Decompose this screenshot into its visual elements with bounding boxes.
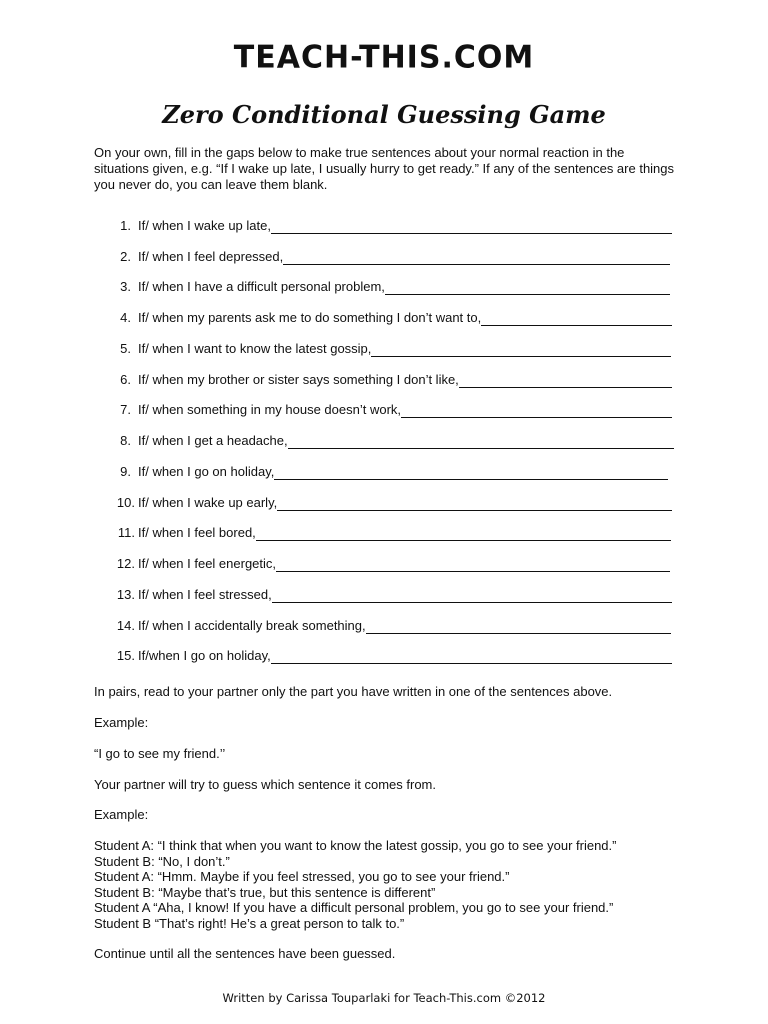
sentence-item bbox=[0, 420, 768, 451]
footer-credit: Written by Carissa Touparlaki for Teach-This.com ©2012 bbox=[222, 991, 546, 1005]
example-dialogue bbox=[94, 838, 616, 931]
answer-blank[interactable] bbox=[271, 218, 672, 234]
sentence-item bbox=[0, 451, 768, 482]
answer-blank[interactable] bbox=[272, 587, 672, 603]
sentence-item bbox=[0, 574, 768, 605]
sentence-prompt: If/ when I wake up late, bbox=[138, 217, 271, 233]
sentence-prompt: If/ when I want to know the latest gossip, bbox=[138, 340, 372, 356]
sentence-prompt: If/when I go on holiday, bbox=[138, 648, 271, 664]
sentence-number: 11. bbox=[117, 525, 135, 541]
sentence-item bbox=[0, 359, 768, 390]
answer-blank[interactable] bbox=[459, 372, 672, 388]
example-label: Example: bbox=[94, 715, 149, 730]
sentence-number: 14. bbox=[116, 617, 135, 633]
answer-blank[interactable] bbox=[271, 648, 672, 664]
sentence-number: 2. bbox=[120, 248, 131, 264]
sentence-number: 6. bbox=[120, 371, 131, 387]
sentence-item bbox=[0, 236, 768, 267]
sentence-prompt: If/ when I have a difficult personal problem, bbox=[138, 279, 385, 295]
answer-blank[interactable] bbox=[277, 495, 672, 511]
sentence-item bbox=[0, 513, 768, 544]
dialogue-line: Student B: “Maybe that’s true, but this sentence is different” bbox=[94, 884, 436, 900]
sentence-number: 13. bbox=[116, 586, 135, 602]
sentence-item bbox=[0, 605, 768, 636]
sentence-prompt: If/ when my parents ask me to do something I don’t want to, bbox=[138, 310, 482, 325]
sentence-number: 7. bbox=[120, 402, 131, 418]
answer-blank[interactable] bbox=[288, 433, 674, 449]
sentence-item bbox=[0, 267, 768, 298]
answer-blank[interactable] bbox=[274, 464, 668, 480]
sentence-prompt: If/ when I feel bored, bbox=[138, 525, 256, 541]
sentence-item bbox=[0, 543, 768, 574]
sentence-prompt: If/ when I feel stressed, bbox=[138, 586, 272, 602]
dialogue-line: Student A “Aha, I know! If you have a difficult personal problem, you go to see your friend.” bbox=[94, 900, 614, 915]
sentence-number: 3. bbox=[120, 279, 131, 295]
closing-instruction: Continue until all the sentences have been guessed. bbox=[94, 946, 396, 961]
sentence-number: 12. bbox=[116, 556, 135, 571]
site-title: TEACH-THIS.COM bbox=[233, 39, 535, 76]
answer-blank[interactable] bbox=[276, 556, 670, 572]
example-quote: “I go to see my friend.’’ bbox=[94, 746, 226, 761]
sentence-prompt: If/ when I wake up early, bbox=[138, 494, 278, 510]
sentence-item bbox=[0, 636, 768, 667]
sentence-list bbox=[0, 205, 768, 666]
guess-instruction: Your partner will try to guess which sentence it comes from. bbox=[94, 777, 436, 792]
sentence-number: 8. bbox=[120, 433, 131, 448]
answer-blank[interactable] bbox=[366, 618, 671, 634]
sentence-prompt: If/ when I get a headache, bbox=[138, 433, 288, 448]
dialogue-line: Student B: “No, I don’t.” bbox=[94, 853, 230, 869]
answer-blank[interactable] bbox=[283, 249, 670, 265]
sentence-item bbox=[0, 205, 768, 236]
sentence-item bbox=[0, 482, 768, 513]
sentence-number: 9. bbox=[120, 463, 131, 479]
sentence-number: 5. bbox=[120, 340, 131, 356]
sentence-item bbox=[0, 390, 768, 421]
sentence-number: 10. bbox=[116, 494, 135, 510]
dialogue-line: Student A: “I think that when you want to know the latest gossip, you go to see your friend.” bbox=[94, 838, 617, 853]
sentence-prompt: If/ when I accidentally break something, bbox=[138, 617, 366, 633]
sentence-number: 4. bbox=[120, 310, 131, 325]
answer-blank[interactable] bbox=[371, 341, 671, 357]
sentence-item bbox=[0, 297, 768, 328]
answer-blank[interactable] bbox=[256, 525, 671, 541]
sentence-prompt: If/ when I feel energetic, bbox=[138, 556, 277, 571]
sentence-prompt: If/ when something in my house doesn’t work, bbox=[138, 402, 402, 418]
answer-blank[interactable] bbox=[401, 402, 672, 418]
sentence-prompt: If/ when I feel depressed, bbox=[138, 248, 284, 264]
sentence-prompt: If/ when I go on holiday, bbox=[138, 463, 275, 479]
dialogue-line: Student A: “Hmm. Maybe if you feel stressed, you go to see your friend.” bbox=[94, 869, 510, 884]
dialogue-line: Student B “That’s right! He’s a great person to talk to.” bbox=[94, 915, 405, 931]
pairs-instruction: In pairs, read to your partner only the part you have written in one of the sentences above. bbox=[94, 684, 613, 699]
sentence-item bbox=[0, 328, 768, 359]
answer-blank[interactable] bbox=[385, 279, 670, 295]
answer-blank[interactable] bbox=[481, 310, 672, 326]
example-label: Example: bbox=[94, 807, 149, 822]
worksheet-title: Zero Conditional Guessing Game bbox=[162, 100, 606, 129]
intro-paragraph: On your own, fill in the gaps below to make true sentences about your normal reaction in the situations given, e.g. “If I wake up late, I usually hurry to get ready.” If any of the sentences are things you never do, you can leave them blank. bbox=[94, 145, 675, 192]
sentence-number: 1. bbox=[120, 217, 131, 233]
sentence-number: 15. bbox=[116, 648, 135, 664]
sentence-prompt: If/ when my brother or sister says something I don’t like, bbox=[138, 371, 459, 387]
